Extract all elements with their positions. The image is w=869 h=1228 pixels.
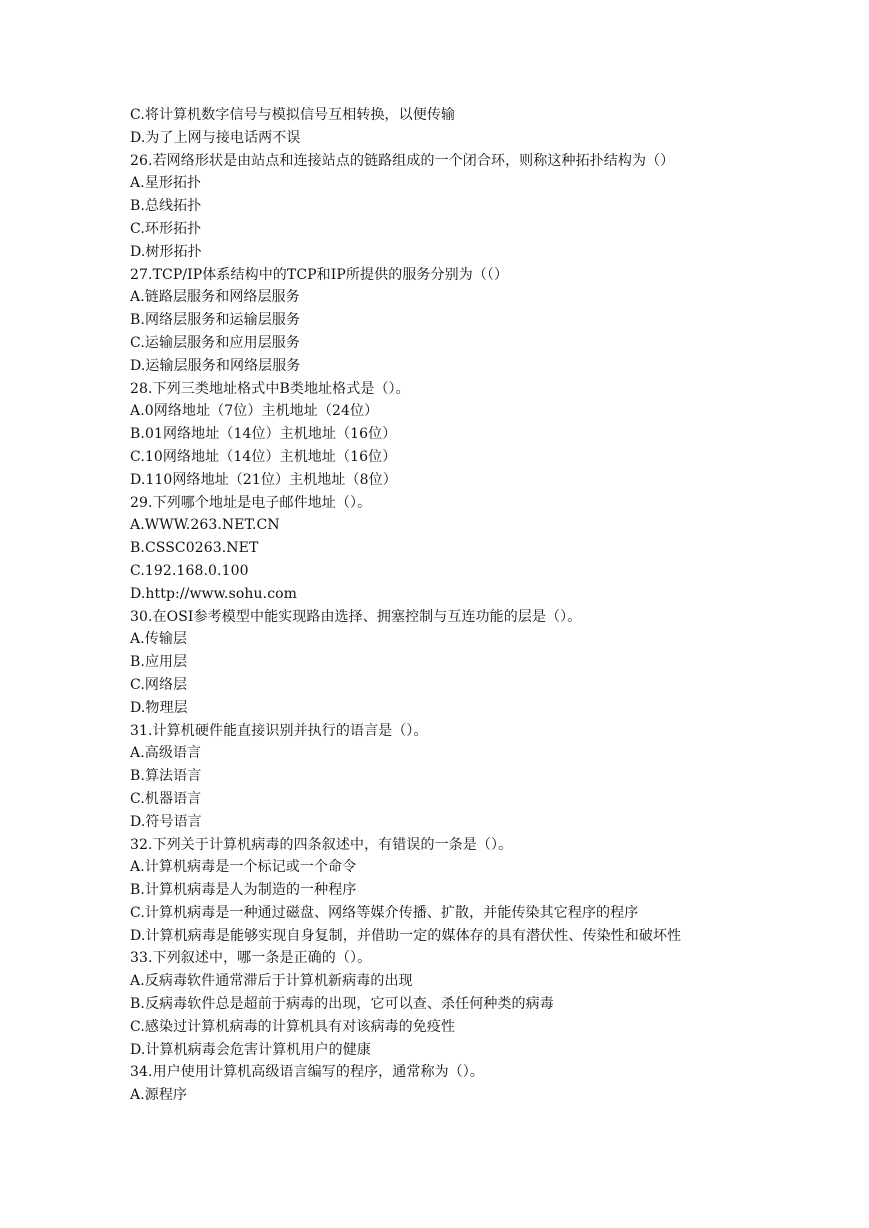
answer-option: D.运输层服务和网络层服务 (130, 357, 301, 374)
question-29: 29.下列哪个地址是电子邮件地址（）。 (130, 494, 372, 511)
answer-option: B.总线拓扑 (130, 198, 202, 215)
answer-option: D.为了上网与接电话两不误 (130, 129, 301, 146)
answer-option: B.01网络地址（14位）主机地址（16位） (130, 426, 397, 443)
answer-option: A.传输层 (130, 631, 188, 648)
answer-option: C.机器语言 (130, 790, 202, 807)
answer-option: C.192.168.0.100 (130, 562, 249, 579)
question-32: 32.下列关于计算机病毒的四条叙述中，有错误的一条是（）。 (130, 836, 513, 853)
answer-option: D.树形拓扑 (130, 243, 202, 260)
answer-option: D.http://www.sohu.com (130, 585, 298, 602)
answer-option: B.网络层服务和运输层服务 (130, 312, 301, 329)
answer-option: C.将计算机数字信号与模拟信号互相转换，以便传输 (130, 107, 456, 123)
answer-option: A.源程序 (130, 1087, 188, 1104)
answer-option: C.10网络地址（14位）主机地址（16位） (130, 448, 397, 465)
answer-option: C.运输层服务和应用层服务 (130, 334, 300, 351)
question-30: 30.在OSI参考模型中能实现路由选择、拥塞控制与互连功能的层是（）。 (130, 608, 582, 625)
answer-option: D.计算机病毒是能够实现自身复制，并借助一定的媒体存的具有潜伏性、传染性和破坏性 (130, 927, 682, 944)
question-34: 34.用户使用计算机高级语言编写的程序，通常称为（）。 (130, 1064, 484, 1081)
answer-option: B.应用层 (130, 654, 188, 671)
question-33: 33.下列叙述中，哪一条是正确的（）。 (130, 950, 372, 967)
answer-option: C.计算机病毒是一种通过磁盘、网络等媒介传播、扩散，并能传染其它程序的程序 (130, 904, 639, 921)
answer-option: D.符号语言 (130, 813, 202, 830)
answer-option: A.0网络地址（7位）主机地址（24位） (130, 403, 379, 420)
answer-option: D.物理层 (130, 699, 188, 716)
answer-option: A.计算机病毒是一个标记或一个命令 (130, 859, 357, 876)
answer-option: D.计算机病毒会危害计算机用户的健康 (130, 1041, 371, 1058)
question-26: 26.若网络形状是由站点和连接站点的链路组成的一个闭合环，则称这种拓扑结构为（） (130, 152, 675, 169)
document-body (130, 104, 770, 1107)
answer-option: A.链路层服务和网络层服务 (130, 289, 300, 306)
answer-option: D.110网络地址（21位）主机地址（8位） (130, 471, 397, 488)
answer-option: A.星形拓扑 (130, 175, 202, 192)
answer-option: B.CSSC0263.NET (130, 540, 259, 557)
answer-option: C.感染过计算机病毒的计算机具有对该病毒的免疫性 (130, 1018, 456, 1035)
answer-option: A.反病毒软件通常滞后于计算机新病毒的出现 (130, 973, 413, 990)
answer-option: A.高级语言 (130, 745, 202, 762)
question-27: 27.TCP/IP体系结构中的TCP和IP所提供的服务分别为（（） (130, 266, 509, 283)
answer-option: C.网络层 (130, 676, 188, 693)
question-28: 28.下列三类地址格式中B类地址格式是（）。 (130, 380, 410, 397)
answer-option: B.反病毒软件总是超前于病毒的出现，它可以查、杀任何种类的病毒 (130, 996, 554, 1013)
answer-option: C.环形拓扑 (130, 220, 202, 237)
question-31: 31.计算机硬件能直接识别并执行的语言是（）。 (130, 722, 428, 739)
answer-option: B.计算机病毒是人为制造的一种程序 (130, 882, 357, 899)
answer-option: A.WWW.263.NET.CN (130, 517, 280, 534)
answer-option: B.算法语言 (130, 768, 202, 785)
